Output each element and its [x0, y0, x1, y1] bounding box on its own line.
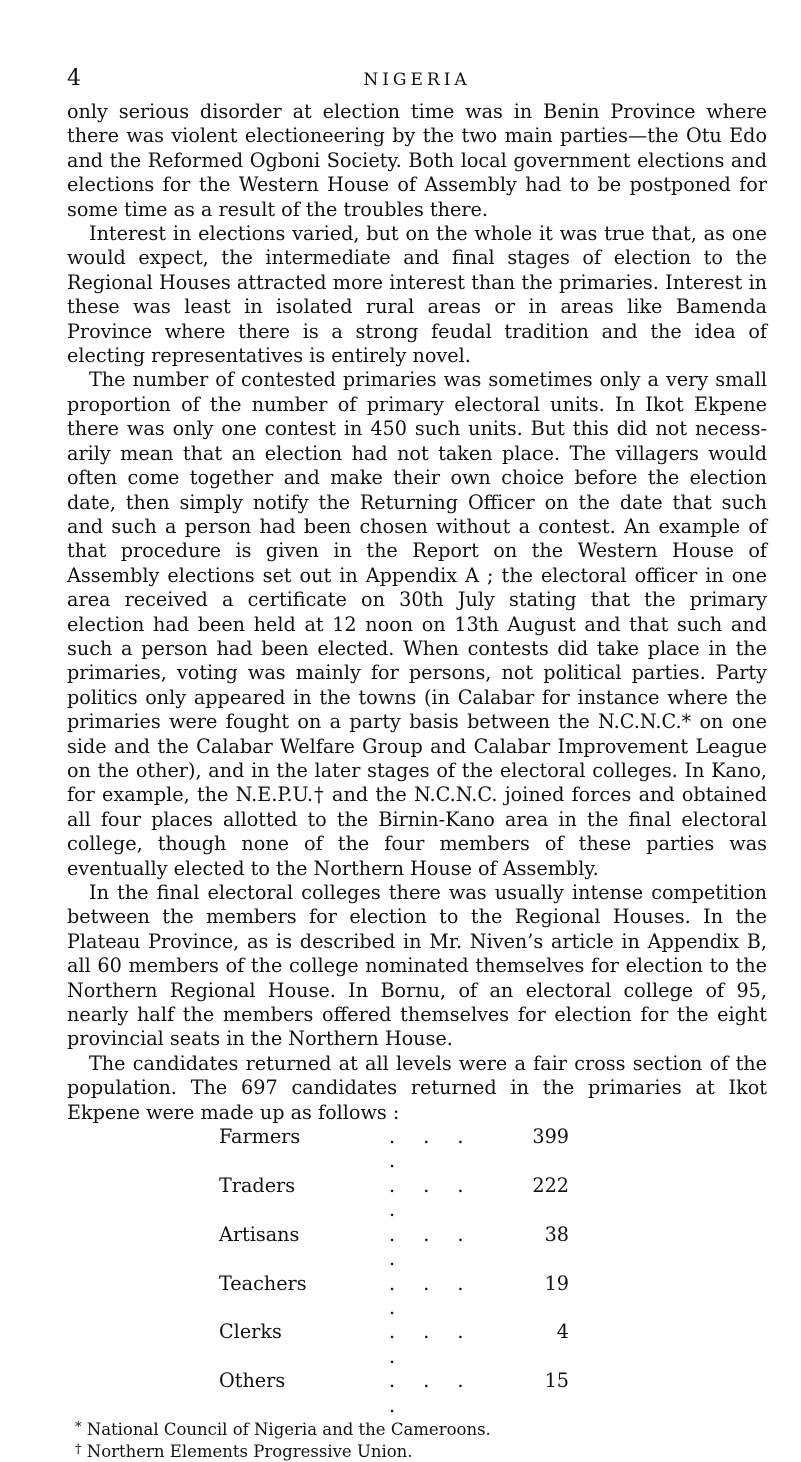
- footnotes: [67, 1418, 767, 1462]
- table-row: [219, 1223, 579, 1272]
- book-page: [67, 68, 767, 1462]
- body-text: [67, 100, 767, 1125]
- dot-leader: . . . .: [389, 1271, 475, 1319]
- occupation-category: Artisans: [219, 1222, 300, 1246]
- paragraph: The number of contested primaries was sometimes only a very small proportion of the number of primary electoral units. In Ikot Ekpene there was only one contest in 450 such units. But this did not necessarily mean that an election had not taken place. The villagers would often come together and make their own choice before the election date, then simply notify the Returning Officer on the date that such and such a person had been chosen without a contest. An example of that procedure is given in the Report on the Western House of Assembly elections set out in Appendix A ; the electoral officer in one area received a certificate on 30th July stating that the primary election had been held at 12 noon on 13th August and that such and such a person had been elected. When contests did take place in the primaries, voting was mainly for persons, not political parties. Party politics only appeared in the towns (in Calabar for instance where the primaries were fought on a party basis between the N.C.N.C.* on one side and the Calabar Welfare Group and Calabar Improvement League on the other), and in the later stages of the electoral colleges. In Kano, for example, the N.E.P.U.† and the N.C.N.C. joined forces and obtained all four places allotted to the Birnin-Kano area in the final electoral college, though none of the four members of these parties was eventually elected to the Northern House of Assembly.: [67, 368, 767, 880]
- footnote: [67, 1440, 767, 1462]
- occupation-count: 399: [532, 1125, 569, 1149]
- paragraph: only serious disorder at election time was in Benin Province where there was violent electioneering by the two main parties—the Otu Edo and the Reformed Ogboni Society. Both local government elections and elections for the Western House of Assembly had to be postponed for some time as a result of the troubles there.: [67, 100, 767, 221]
- table-row: [219, 1125, 579, 1174]
- occupation-count: 38: [544, 1222, 569, 1246]
- dot-leader: . . . .: [389, 1369, 475, 1417]
- table-row: [219, 1369, 579, 1418]
- occupation-table: [219, 1125, 579, 1418]
- occupation-category: Others: [219, 1369, 286, 1393]
- occupation-category: Traders: [219, 1173, 296, 1197]
- page-header: [67, 68, 767, 100]
- dot-leader: . . . .: [389, 1125, 475, 1173]
- footnote-text: Northern Elements Progressive Union.: [86, 1441, 413, 1461]
- paragraph: Interest in elections varied, but on the whole it was true that, as one would expect, the intermediate and final stages of election to the Regional Houses attracted more interest than the primaries. Interest in these was least in isolated rural areas or in areas like Bamenda Province where there is a strong feudal tradition and the idea of electing representatives is entirely novel.: [67, 222, 767, 368]
- occupation-count: 222: [532, 1173, 569, 1197]
- occupation-category: Farmers: [219, 1125, 301, 1149]
- footnote-mark: †: [75, 1441, 82, 1457]
- occupation-category: Clerks: [219, 1320, 282, 1344]
- table-row: [219, 1320, 579, 1369]
- dot-leader: . . . .: [389, 1222, 475, 1271]
- footnote: [67, 1418, 767, 1440]
- footnote-text: National Council of Nigeria and the Cameroons.: [86, 1419, 491, 1439]
- occupation-count: 4: [556, 1320, 569, 1344]
- table-row: [219, 1272, 579, 1321]
- occupation-category: Teachers: [219, 1271, 307, 1295]
- occupation-count: 19: [544, 1271, 569, 1295]
- dot-leader: . . . .: [389, 1173, 475, 1222]
- page-number: 4: [67, 66, 81, 91]
- footnote-mark: *: [75, 1419, 82, 1435]
- running-head: NIGERIA: [363, 70, 471, 90]
- occupation-count: 15: [544, 1369, 569, 1393]
- paragraph: The candidates returned at all levels were a fair cross section of the population. The 697 candidates returned in the primaries at Ikot Ekpene were made up as follows :: [67, 1051, 767, 1124]
- table-row: [219, 1174, 579, 1223]
- dot-leader: . . . .: [389, 1320, 475, 1368]
- paragraph: In the final electoral colleges there was usually intense competition between the members for election to the Regional Houses. In the Plateau Province, as is described in Mr. Niven’s article in Appendix B, all 60 members of the college nominated themselves for election to the Northern Regional House. In Bornu, of an electoral college of 95, nearly half the members offered themselves for election for the eight provincial seats in the Northern House.: [67, 881, 767, 1051]
